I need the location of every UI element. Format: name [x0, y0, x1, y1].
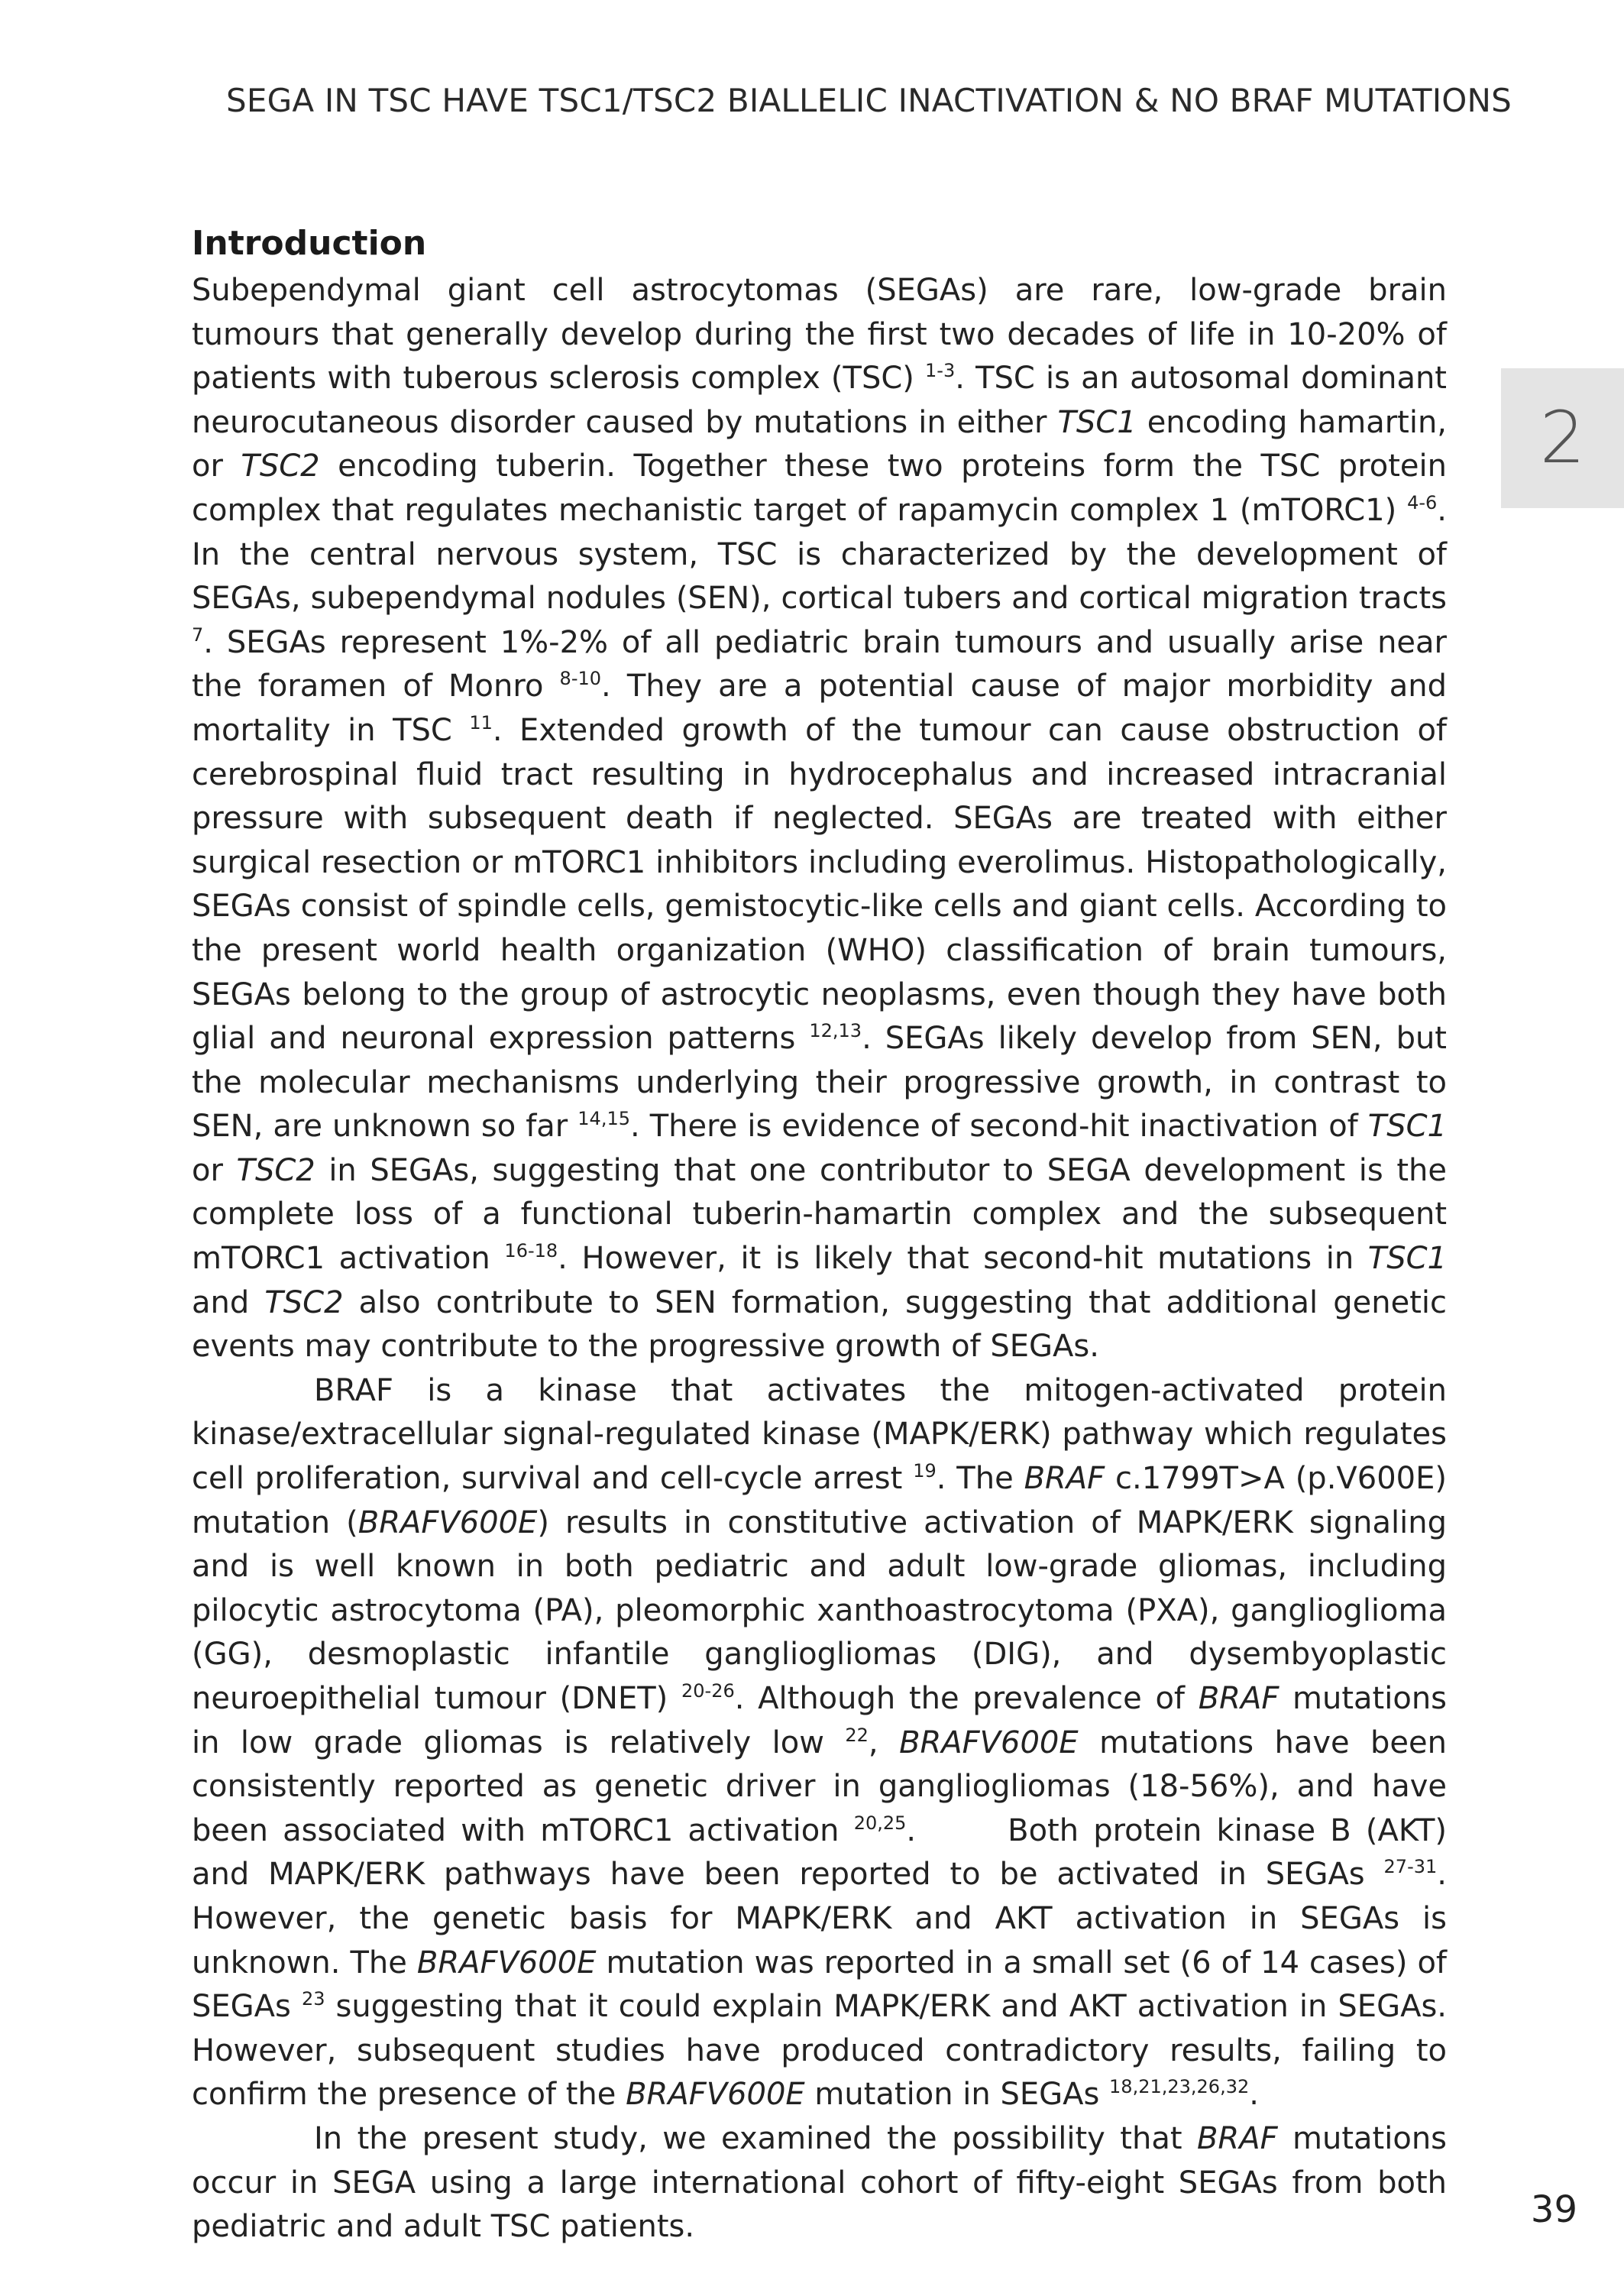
text-run: encoding hamartin, or: [192, 404, 1448, 484]
text-run: . However, the genetic basis for MAPK/ERK and AKT activation in SEGAs is unknown. The: [192, 1857, 1447, 1980]
citation-superscript: 20-26: [681, 1680, 735, 1702]
citation-superscript: 4-6: [1407, 491, 1438, 513]
citation-superscript: 18,21,23,26,32: [1109, 2076, 1250, 2098]
paragraph-1: [192, 269, 1447, 1369]
citation-superscript: 22: [845, 1724, 869, 1746]
gene-name: TSC2: [236, 1152, 315, 1188]
gene-name: BRAF: [1024, 1461, 1105, 1497]
gene-name: BRAFV600E: [357, 1504, 538, 1540]
citation-superscript: 8-10: [559, 668, 602, 690]
citation-superscript: 23: [301, 1988, 325, 2010]
text-run: In the present study, we examined the possibility that: [314, 2120, 1197, 2156]
gene-name: TSC1: [1367, 1109, 1447, 1145]
citation-superscript: 11: [469, 711, 493, 734]
text-run: encoding tuberin. Together these two proteins form the TSC protein complex that regulates mechanistic target of rapamycin complex 1 (mTORC1): [192, 449, 1447, 528]
text-run: suggesting that it could explain MAPK/ERK and AKT activation in SEGAs. However, subsequent studies have produced contradictory results, failing to confirm the presence of the: [192, 1989, 1447, 2113]
gene-name: TSC1: [1057, 404, 1137, 440]
gene-name: BRAFV600E: [899, 1725, 1079, 1760]
text-run: mutation in SEGAs: [804, 2077, 1110, 2113]
citation-superscript: 14,15: [577, 1108, 630, 1130]
text-run: . They are a potential cause of major morbidity and mortality in TSC: [192, 669, 1447, 748]
paragraph-2: [192, 1369, 1447, 2117]
text-run: .: [1249, 2077, 1259, 2113]
gene-name: BRAFV600E: [416, 1945, 597, 1980]
text-run: . Both protein kinase B (AKT) and MAPK/ERK pathways have been reported to be activated in SEGAs: [192, 1812, 1448, 1893]
chapter-tab: [1501, 368, 1624, 508]
gene-name: TSC1: [1367, 1241, 1447, 1277]
section-heading: Introduction: [192, 224, 427, 263]
gene-name: BRAFV600E: [626, 2077, 805, 2113]
text-run: . There is evidence of second-hit inactivation of: [630, 1109, 1368, 1145]
gene-name: BRAF: [1196, 2120, 1278, 2156]
gene-name: TSC2: [241, 449, 320, 484]
paragraph-3: [192, 2117, 1447, 2249]
running-header: SEGA IN TSC HAVE TSC1/TSC2 BIALLELIC INACTIVATION & NO BRAF MUTATIONS: [226, 82, 1512, 119]
text-run: c.1799T>A (p.V600E) mutation (: [192, 1461, 1448, 1540]
text-run: in SEGAs, suggesting that one contributor to SEGA development is the complete loss of a functional tuberin-hamartin complex and the subsequent mTORC1 activation: [192, 1152, 1447, 1277]
page-number: 39: [1530, 2188, 1577, 2231]
citation-superscript: 16-18: [504, 1240, 558, 1262]
text-run: . Although the prevalence of: [734, 1681, 1199, 1716]
text-run: . Extended growth of the tumour can cause obstruction of cerebrospinal fluid tract resulting in hydrocephalus and increased intracranial pressure with subsequent death if neglected. SEGAs are treated with either surgical resection or mTORC1 inhibitors including everolimus. Histopathologically, SEGAs consist of spindle cells, gemistocytic-like cells and giant cells. According to the present world health organization (WHO) classification of brain tumours, SEGAs belong to the group of astrocytic neoplasms, even though they have both glial and neuronal expression patterns: [192, 712, 1447, 1057]
text-run: mutations in low grade gliomas is relatively low: [192, 1681, 1448, 1760]
citation-superscript: 7: [192, 623, 204, 646]
text-run: BRAF is a kinase that activates the mitogen-activated protein kinase/extracellular signal-regulated kinase (MAPK/ERK) pathway which regulates cell proliferation, survival and cell-cycle arrest: [192, 1372, 1447, 1497]
chapter-number: 2: [1539, 396, 1586, 480]
text-run: ,: [868, 1725, 900, 1760]
text-run: mutations have been consistently reported as genetic driver in gangliogliomas (18-56%), and have been associated with mTORC1 activation: [192, 1725, 1447, 1848]
text-run: . However, it is likely that second-hit mutations in: [558, 1241, 1368, 1277]
text-run: also contribute to SEN formation, suggesting that additional genetic events may contribute to the progressive growth of SEGAs.: [192, 1284, 1447, 1365]
text-run: . TSC is an autosomal dominant neurocutaneous disorder caused by mutations in either: [192, 361, 1447, 440]
text-run: mutations occur in SEGA using a large international cohort of fifty-eight SEGAs from both pediatric and adult TSC patients.: [192, 2120, 1448, 2245]
text-run: . In the central nervous system, TSC is characterized by the development of SEGAs, subependymal nodules (SEN), cortical tubers and cortical migration tracts: [192, 492, 1447, 617]
text-run: . SEGAs likely develop from SEN, but the molecular mechanisms underlying their progressive growth, in contrast to SEN, are unknown so far: [192, 1021, 1447, 1145]
citation-superscript: 19: [913, 1460, 937, 1482]
text-run: and: [192, 1284, 265, 1320]
citation-superscript: 20,25: [853, 1812, 907, 1834]
citation-superscript: 1-3: [925, 360, 956, 382]
text-run: . SEGAs represent 1%-2% of all pediatric brain tumours and usually arise near the foramen of Monro: [192, 624, 1447, 704]
text-run: or: [192, 1152, 237, 1188]
text-run: . The: [936, 1461, 1024, 1497]
gene-name: BRAF: [1198, 1681, 1279, 1716]
text-run: Subependymal giant cell astrocytomas (SEGAs) are rare, low-grade brain tumours that generally develop during the first two decades of life in 10-20% of patients with tuberous sclerosis complex (TSC): [192, 273, 1447, 397]
text-run: mutation was reported in a small set (6 of 14 cases) of SEGAs: [192, 1945, 1447, 2025]
article-body: [192, 220, 1447, 2249]
gene-name: TSC2: [264, 1284, 344, 1320]
citation-superscript: 12,13: [809, 1020, 862, 1042]
citation-superscript: 27-31: [1383, 1856, 1438, 1878]
text-run: ) results in constitutive activation of MAPK/ERK signaling and is well known in both pediatric and adult low-grade gliomas, including pilocytic astrocytoma (PA), pleomorphic xanthoastrocytoma (PXA), ganglioglioma (GG), desmoplastic infantile gangliogliomas (DIG), and dysembyoplastic neuroepithelial tumour (DNET): [192, 1504, 1447, 1716]
